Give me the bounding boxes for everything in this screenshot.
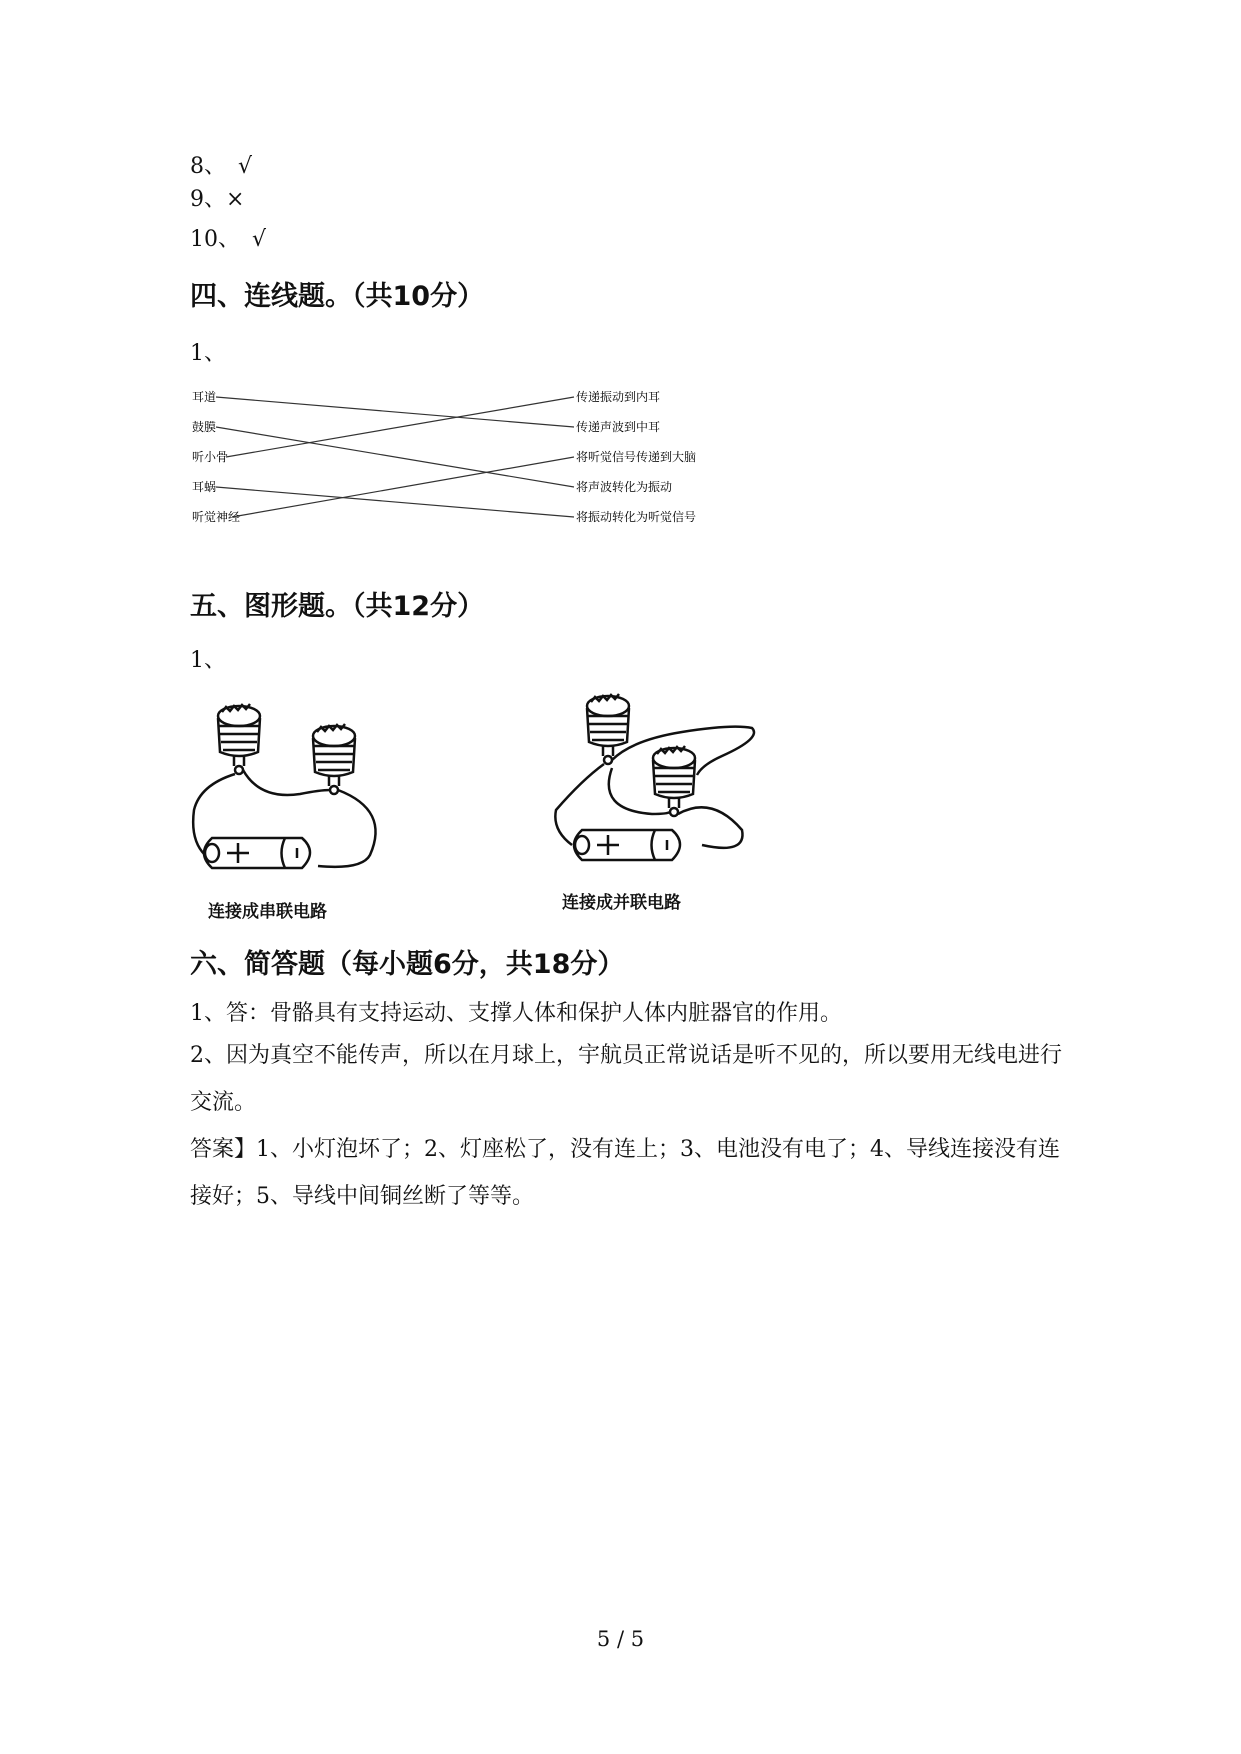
answer-10 (190, 225, 266, 255)
check-mark: √ (252, 227, 267, 252)
answer-number: 8、 (190, 154, 226, 179)
right-item: 将振动转化为听觉信号 (576, 510, 697, 524)
left-item: 鼓膜 (192, 420, 217, 434)
right-item: 将声波转化为振动 (576, 480, 673, 494)
match-line (216, 397, 574, 427)
match-line (226, 397, 574, 457)
cross-mark: × (226, 187, 245, 212)
left-labels (192, 390, 240, 524)
series-caption: 连接成串联电路 (208, 902, 327, 922)
left-item: 听小骨 (192, 450, 229, 464)
section4-title: 四、连线题。（共10分） (190, 281, 485, 312)
right-labels (576, 389, 696, 524)
left-item: 听觉神经 (192, 510, 241, 524)
series-circuit-figure (190, 690, 410, 930)
answer-paragraph: 答案】1、小灯泡坏了；2、灯座松了，没有连上；3、电池没有电了；4、导线连接没有连接好；5、导线中间铜丝断了等等。 (190, 1137, 1060, 1209)
answer-paragraph: 2、因为真空不能传声，所以在月球上，宇航员正常说话是听不见的，所以要用无线电进行交流。 (190, 1043, 1063, 1115)
match-line (216, 427, 574, 487)
wire (678, 807, 743, 848)
wire (318, 790, 376, 867)
battery-icon (574, 830, 680, 860)
parallel-circuit-figure (552, 680, 792, 920)
parallel-caption: 连接成并联电路 (562, 893, 681, 913)
battery-icon (204, 838, 310, 868)
match-line (232, 457, 574, 517)
page-number: 5 / 5 (596, 1627, 645, 1651)
match-line (216, 487, 574, 517)
answer-number: 10、 (190, 227, 240, 252)
right-item: 传递振动到内耳 (576, 390, 661, 404)
section6-title: 六、简答题（每小题6分，共18分） (190, 949, 625, 980)
matching-diagram (190, 385, 710, 535)
section5-q1-label: 1、 (190, 648, 226, 673)
check-mark: √ (238, 154, 253, 179)
right-item: 将听觉信号传递到大脑 (576, 450, 697, 464)
left-item: 耳道 (192, 390, 217, 404)
bulb-icon (313, 724, 355, 794)
bulb-icon (653, 746, 695, 816)
left-item: 耳蜗 (192, 480, 217, 494)
section4-q1-label: 1、 (190, 341, 226, 366)
match-lines (216, 397, 574, 517)
answer-paragraph: 1、答：骨骼具有支持运动、支撑人体和保护人体内脏器官的作用。 (190, 1001, 842, 1026)
answer-number: 9、 (190, 187, 226, 212)
bulb-icon (587, 694, 629, 764)
answer-9 (190, 185, 244, 215)
bulb-icon (218, 704, 260, 774)
right-item: 传递声波到中耳 (576, 420, 661, 434)
answer-8 (190, 152, 252, 182)
section5-title: 五、图形题。（共12分） (190, 591, 485, 622)
wire (193, 774, 235, 855)
